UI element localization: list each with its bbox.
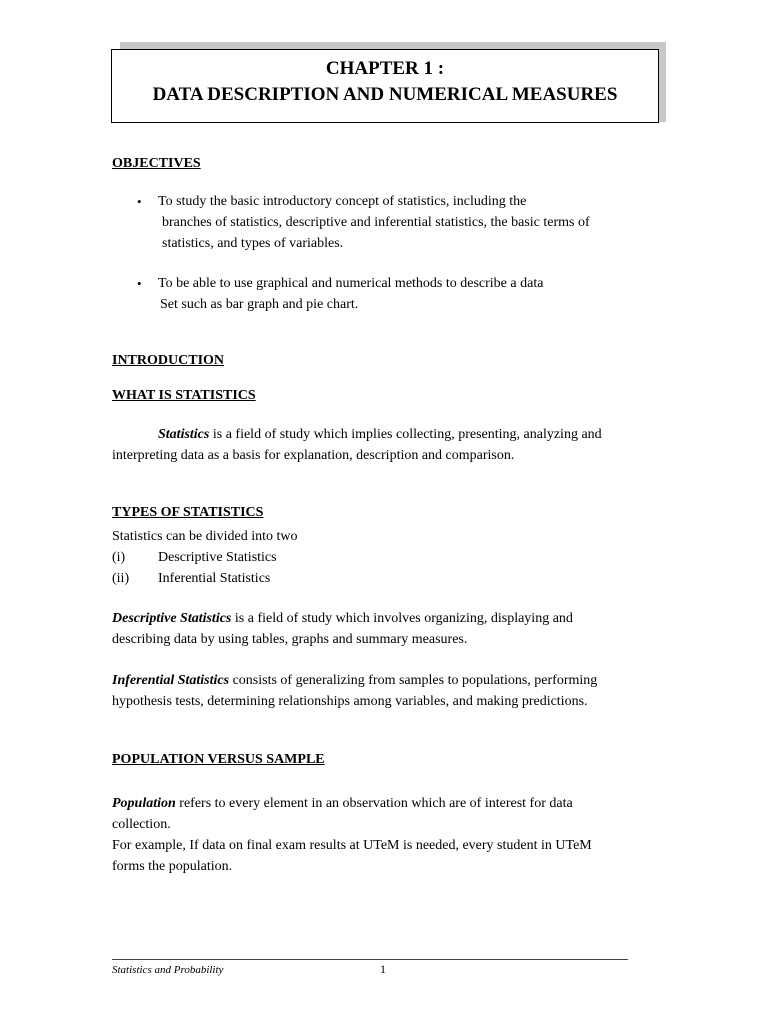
footer-course-title: Statistics and Probability (112, 964, 224, 976)
chapter-title-box (111, 49, 659, 123)
what-is-statistics-heading: WHAT IS STATISTICS (112, 388, 256, 403)
objective-2-line-2: Set such as bar graph and pie chart. (160, 297, 359, 312)
objectives-heading: OBJECTIVES (112, 156, 201, 171)
objective-1-line-2: branches of statistics, descriptive and inferential statistics, the basic terms of (162, 215, 590, 230)
population-versus-sample-heading: POPULATION VERSUS SAMPLE (112, 752, 325, 767)
objective-1-line-1: To study the basic introductory concept of statistics, including the (158, 194, 527, 209)
population-example-line-2: forms the population. (112, 859, 233, 874)
types-of-statistics-heading: TYPES OF STATISTICS (112, 505, 264, 520)
type-item-number: (ii) (112, 571, 130, 586)
population-definition-line-2: collection. (112, 817, 171, 832)
population-definition-line-1: Population refers to every element in an observation which are of interest for data (112, 796, 573, 811)
population-term: Population (112, 796, 176, 811)
objective-2-line-1: To be able to use graphical and numerical methods to describe a data (158, 276, 544, 291)
statistics-term: Statistics (158, 427, 210, 442)
types-intro: Statistics can be divided into two (112, 529, 298, 544)
introduction-heading: INTRODUCTION (112, 353, 225, 368)
bullet-icon: • (137, 194, 142, 209)
statistics-definition-line-2: interpreting data as a basis for explanation, description and comparison. (112, 448, 515, 463)
type-item-label: Descriptive Statistics (158, 550, 277, 565)
inferential-term: Inferential Statistics (112, 673, 230, 688)
inferential-definition-line-2: hypothesis tests, determining relationships among variables, and making predictions. (112, 694, 588, 709)
chapter-title: DATA DESCRIPTION AND NUMERICAL MEASURES (152, 84, 618, 105)
descriptive-term: Descriptive Statistics (112, 611, 232, 626)
inferential-definition-line-1: Inferential Statistics consists of generalizing from samples to populations, performing (112, 673, 598, 688)
descriptive-definition-line-1: Descriptive Statistics is a field of study which involves organizing, displaying and (112, 611, 573, 626)
bullet-icon: • (137, 276, 142, 291)
footer-rule (112, 959, 628, 960)
page-number: 1 (380, 962, 386, 976)
type-item-number: (i) (112, 550, 126, 565)
descriptive-definition-line-2: describing data by using tables, graphs and summary measures. (112, 632, 468, 647)
objective-1-line-3: statistics, and types of variables. (162, 236, 344, 251)
chapter-number: CHAPTER 1 : (325, 58, 445, 79)
type-item-label: Inferential Statistics (158, 571, 271, 586)
population-example-line-1: For example, If data on final exam results at UTeM is needed, every student in UTeM (112, 838, 592, 853)
statistics-definition-line-1: Statistics is a field of study which implies collecting, presenting, analyzing and (158, 427, 602, 442)
